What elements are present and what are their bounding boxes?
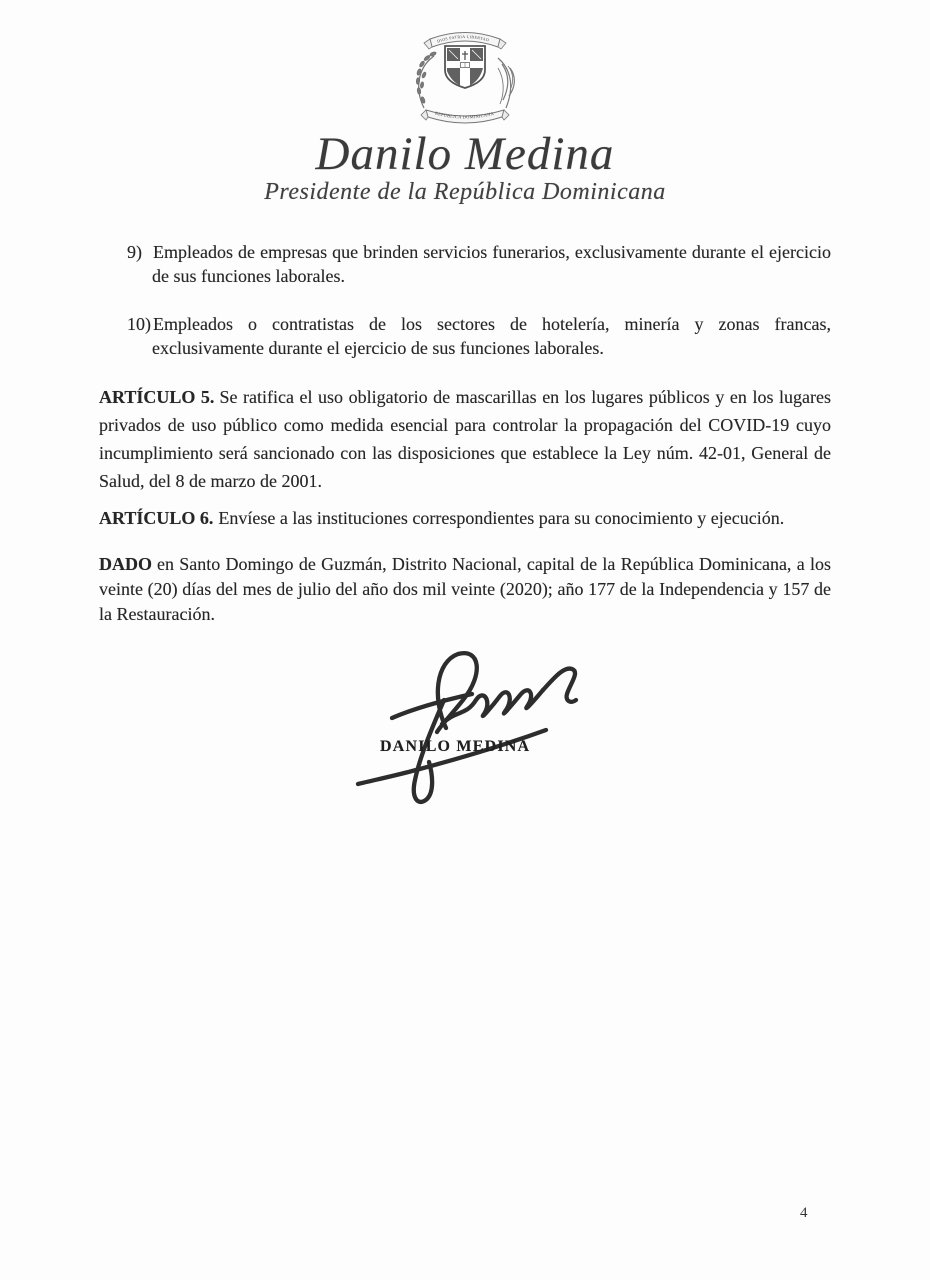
article-6-lead: ARTÍCULO 6.: [99, 508, 214, 528]
article-6-paragraph: [99, 504, 831, 532]
document-body: [99, 240, 831, 627]
laurel-branch-icon: [416, 51, 436, 108]
signature-printed-name: DANILO MEDINA: [380, 738, 531, 755]
article-6-text: Envíese a las instituciones correspondientes para su conocimiento y ejecución.: [218, 508, 785, 528]
signatory-name-script: Danilo Medina: [315, 128, 615, 180]
signatory-title-script: Presidente de la República Dominicana: [264, 179, 666, 205]
letterhead: [0, 26, 930, 206]
emblem-shield: [445, 46, 485, 88]
list-item-text: Empleados de empresas que brinden servicios funerarios, exclusivamente durante el ejercicio de sus funciones laborales.: [152, 242, 831, 286]
emblem-motto-top: DIOS PATRIA LIBERTAD: [436, 33, 490, 44]
emblem-bottom-ribbon: [421, 110, 509, 123]
list-item-10: [99, 312, 831, 360]
palm-branch-icon: [498, 58, 514, 108]
dado-paragraph: [99, 552, 831, 627]
page-number: 4: [800, 1205, 808, 1221]
list-item-9: [99, 240, 831, 288]
article-5-text: Se ratifica el uso obligatorio de mascarillas en los lugares públicos y en los lugares privados de uso público como medida esencial para controlar la propagación del COVID-19 cuyo incumplimiento será sancionado con las disposiciones que establece la Ley núm. 42-01, General de Salud, del 8 de marzo de 2001.: [99, 387, 831, 491]
list-item-number: 10): [127, 314, 151, 334]
signature-scrawl-icon: [330, 628, 630, 833]
list-item-text: Empleados o contratistas de los sectores de hotelería, minería y zonas francas, exclusivamente durante el ejercicio de sus funciones laborales.: [152, 314, 831, 358]
dado-lead: DADO: [99, 554, 152, 574]
article-5-lead: ARTÍCULO 5.: [99, 387, 215, 407]
emblem-motto-bottom: REPÚBLICA DOMINICANA: [434, 110, 495, 120]
list-item-number: 9): [127, 242, 142, 262]
dado-text: en Santo Domingo de Guzmán, Distrito Nacional, capital de la República Dominicana, a los veinte (20) días del mes de julio del año dos mil veinte (2020); año 177 de la Independencia y 157 de la Restauración.: [99, 554, 831, 624]
coat-of-arms: [410, 26, 520, 126]
article-5-paragraph: [99, 383, 831, 495]
signature-block: [330, 628, 630, 833]
